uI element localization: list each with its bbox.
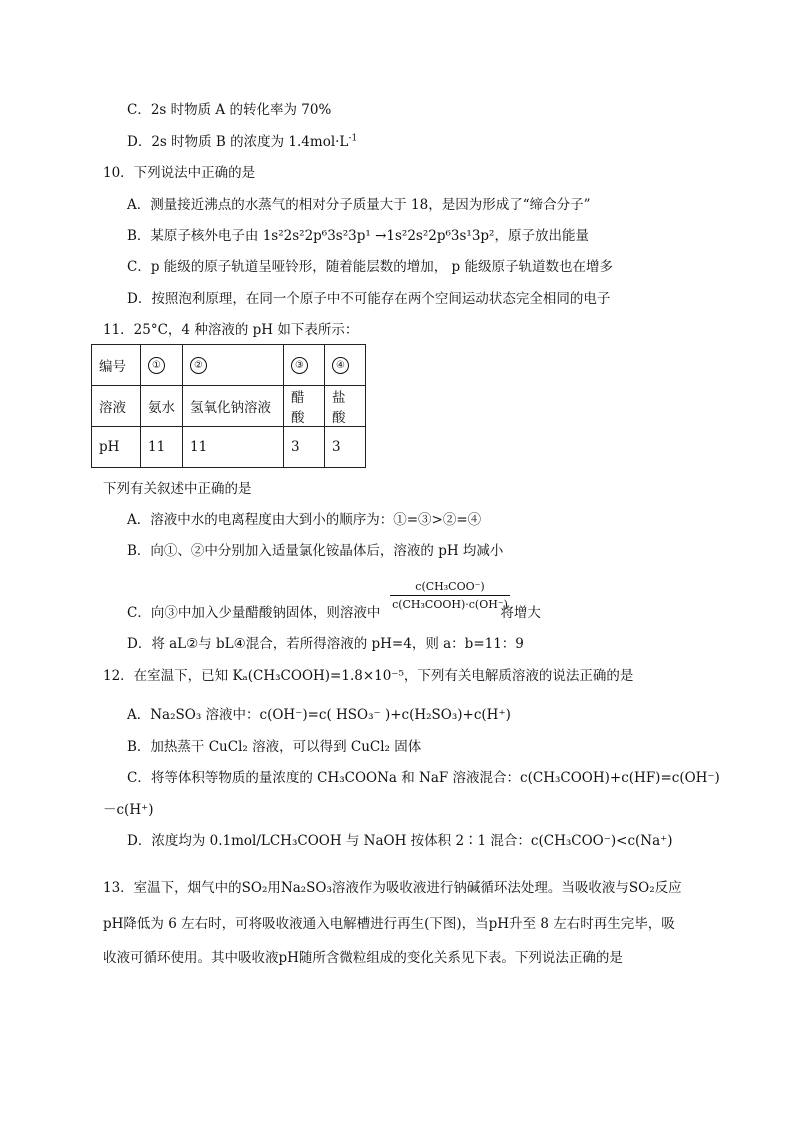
q12-stem: 12．在室温下，已知 Kₐ(CH₃COOH)=1.8×10⁻⁵，下列有关电解质溶液的说法正确的是 xyxy=(103,668,634,684)
q9-option-d: D．2s 时物质 B 的浓度为 $1.4mol\cdot L^{-1}$ xyxy=(127,133,358,150)
q12-option-c: C．将等体积等物质的量浓度的 CH₃COONa 和 NaF 溶液混合：c(CH₃COOH)+c(HF)=c(OH⁻) xyxy=(127,770,720,786)
q12-option-d: D．浓度均为 0.1mol/LCH₃COOH 与 NaOH 按体积 2∶1 混合：c(CH₃COO⁻)<c(Na⁺) xyxy=(127,833,673,849)
table-cell: ① xyxy=(141,345,183,386)
q13-line-3: 收液可循环使用。其中吸收液pH随所含微粒组成的变化关系见下表。下列说法正确的是 xyxy=(103,950,623,966)
table-cell: ④ xyxy=(325,345,366,386)
q12-option-b: B．加热蒸干 CuCl₂ 溶液，可以得到 CuCl₂ 固体 xyxy=(127,739,422,755)
table-row xyxy=(92,427,366,468)
q12-option-c-cont: －c(H⁺) xyxy=(103,802,154,818)
table-cell: 3 xyxy=(325,427,366,468)
q10-option-c: C．p 能级的原子轨道呈哑铃形，随着能层数的增加， p 能级原子轨道数也在增多 xyxy=(127,259,613,275)
table-cell: 醋酸 xyxy=(284,386,325,427)
table-row xyxy=(92,386,366,427)
q9-option-c: C．2s 时物质 A 的转化率为 70% xyxy=(127,102,332,118)
table-cell: 溶液 xyxy=(92,386,141,427)
table-cell: 11 xyxy=(183,427,284,468)
q11-option-a: A．溶液中水的电离程度由大到小的顺序为：①=③>②=④ xyxy=(127,512,482,528)
q11-option-d: D．将 aL②与 bL④混合，若所得溶液的 pH=4，则 a：b=11：9 xyxy=(127,636,524,652)
fraction-numerator: c(CH₃COO⁻) xyxy=(390,580,510,596)
q11-stem: 11．25°C，4 种溶液的 pH 如下表所示： xyxy=(103,322,359,338)
table-cell: ② xyxy=(183,345,284,386)
ph-table xyxy=(91,344,366,468)
q12-option-a: A．Na₂SO₃ 溶液中：c(OH⁻)=c( HSO₃⁻ )+c(H₂SO₃)+c(H⁺) xyxy=(127,707,511,723)
q11-option-c: C．向③中加入少量醋酸钠固体，则溶液中 将增大 xyxy=(127,605,541,621)
q11-lead: 下列有关叙述中正确的是 xyxy=(103,481,252,497)
table-cell: 11 xyxy=(141,427,183,468)
table-cell: 编号 xyxy=(92,345,141,386)
table-cell: 氢氧化钠溶液 xyxy=(183,386,284,427)
table-row xyxy=(92,345,366,386)
q10-option-d: D．按照泡利原理，在同一个原子中不可能存在两个空间运动状态完全相同的电子 xyxy=(127,291,611,307)
q10-option-a: A．测量接近沸点的水蒸气的相对分子质量大于 18，是因为形成了“缔合分子” xyxy=(127,197,591,213)
q11-option-b: B．向①、②中分别加入适量氯化铵晶体后，溶液的 pH 均减小 xyxy=(127,543,504,559)
q13-line-2: pH降低为 6 左右时，可将吸收液通入电解槽进行再生(下图)，当pH升至 8 左右时再生完毕，吸 xyxy=(103,916,675,932)
table-cell: ③ xyxy=(284,345,325,386)
q10-option-b: B．某原子核外电子由 1s²2s²2p⁶3s²3p¹ →1s²2s²2p⁶3s¹3p²，原子放出能量 xyxy=(127,228,589,244)
table-cell: 氨水 xyxy=(141,386,183,427)
q13-line-1: 13．室温下，烟气中的SO₂用Na₂SO₃溶液作为吸收液进行钠碱循环法处理。当吸收液与SO₂反应 xyxy=(103,880,682,896)
fraction-denominator: c(CH₃COOH)·c(OH⁻) xyxy=(392,598,508,611)
table-cell: pH xyxy=(92,427,141,468)
q10-stem: 10．下列说法中正确的是 xyxy=(103,165,256,181)
table-cell: 3 xyxy=(284,427,325,468)
table-cell: 盐酸 xyxy=(325,386,366,427)
